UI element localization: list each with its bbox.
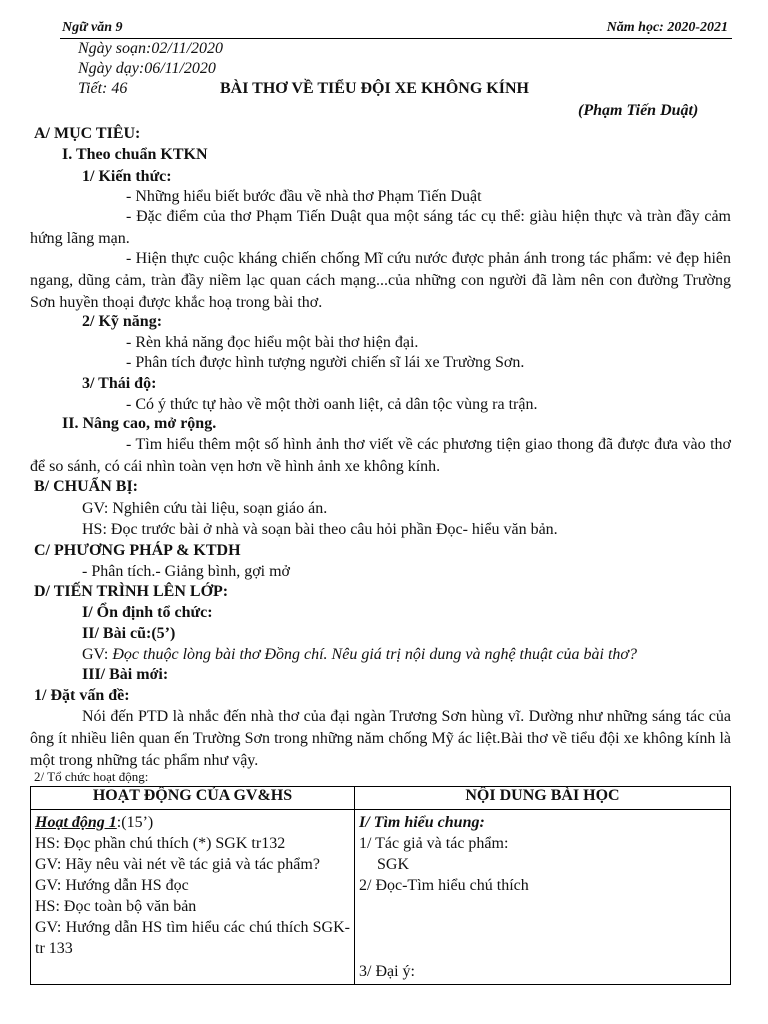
question-text: Đọc thuộc lòng bài thơ Đồng chí. Nêu giá trị nội dung và nghệ thuật của bài thơ? xyxy=(112,646,637,663)
lesson-number: Tiết: 46 xyxy=(78,80,128,97)
content-line: 2/ Đọc-Tìm hiểu chú thích xyxy=(359,877,529,894)
content-heading: I/ Tìm hiểu chung: xyxy=(359,814,485,831)
knowledge-item: - Hiện thực cuộc kháng chiến chống Mĩ cứu nước được phản ánh trong tác phẩm: vẻ đẹp hiên ngang, dũng cảm, tràn đầy niềm lạc quan cách mạng...của những con người đã làm nên con đường Trường Sơn huyền thoại được khắc hoạ trong bài thơ. xyxy=(30,250,731,311)
knowledge-item: - Đặc điểm của thơ Phạm Tiến Duật qua một sáng tác cụ thể: giàu hiện thực và tràn đầy cảm hứng lãng mạn. xyxy=(30,208,731,247)
old-lesson-question xyxy=(82,645,637,665)
section-a-i-heading: I. Theo chuẩn KTKN xyxy=(62,146,208,163)
skills-item: - Phân tích được hình tượng người chiến sĩ lái xe Trường Sơn. xyxy=(126,354,525,371)
skills-heading: 2/ Kỹ năng: xyxy=(82,313,163,330)
knowledge-heading: 1/ Kiến thức: xyxy=(82,168,172,185)
activity-label xyxy=(35,812,350,833)
page-header xyxy=(60,18,732,39)
table-header-content: NỘI DUNG BÀI HỌC xyxy=(355,787,731,810)
introduction-text: Nói đến PTD là nhắc đến nhà thơ của đại ngàn Trương Sơn hùng vĩ. Dường như những sáng tác của ông ít nhiều liên quan ến Trường Sơn trong những năm chống Mỹ ác liệt.Bài thơ về tiểu đội xe không kính là một trong những tác phẩm như vậy. xyxy=(30,708,731,769)
activities-heading: 2/ Tổ chức hoạt động: xyxy=(34,769,149,784)
content-line: SGK xyxy=(377,856,410,873)
methods-text: - Phân tích.- Giảng bình, gợi mở xyxy=(82,563,291,580)
attitude-item: - Có ý thức tự hào về một thời oanh liệt, cả dân tộc vùng ra trận. xyxy=(126,396,538,413)
section-a-heading: A/ MỤC TIÊU: xyxy=(34,125,141,142)
activity-table xyxy=(30,786,731,985)
introduction-heading: 1/ Đặt vấn đề: xyxy=(34,687,130,704)
section-c-heading: C/ PHƯƠNG PHÁP & KTDH xyxy=(34,542,241,559)
activity-line: GV: Hướng dẫn HS đọc xyxy=(35,877,189,894)
extension-text: - Tìm hiểu thêm một số hình ảnh thơ viết về các phương tiện giao thong đã được đưa vào thơ để so sánh, có cái nhìn toàn vẹn hơn về hình ảnh xe không kính. xyxy=(30,436,731,475)
activity-line: GV: Hãy nêu vài nét về tác giả và tác phẩm? xyxy=(35,856,320,873)
activity-line: HS: Đọc toàn bộ văn bản xyxy=(35,898,197,915)
section-a-ii-heading: II. Nâng cao, mở rộng. xyxy=(62,415,217,432)
teacher-prep: GV: Nghiên cứu tài liệu, soạn giáo án. xyxy=(82,500,328,517)
student-prep: HS: Đọc trước bài ở nhà và soạn bài theo câu hỏi phần Đọc- hiểu văn bản. xyxy=(82,521,558,538)
class-organization: I/ Ổn định tổ chức: xyxy=(82,604,213,621)
table-header-activity: HOẠT ĐỘNG CỦA GV&HS xyxy=(31,787,355,810)
teach-date: Ngày dạy:06/11/2020 xyxy=(78,60,216,77)
prep-date: Ngày soạn:02/11/2020 xyxy=(78,40,224,57)
activity-line: HS: Đọc phần chú thích (*) SGK tr132 xyxy=(35,835,286,852)
section-d-heading: D/ TIẾN TRÌNH LÊN LỚP: xyxy=(34,583,229,600)
activity-number: Hoạt động 1 xyxy=(35,814,117,831)
section-b-heading: B/ CHUẨN BỊ: xyxy=(34,478,139,495)
question-label: GV: xyxy=(82,646,109,663)
content-cell xyxy=(355,810,731,985)
new-lesson-heading: III/ Bài mới: xyxy=(82,666,169,683)
knowledge-item: - Những hiểu biết bước đầu về nhà thơ Phạm Tiến Duật xyxy=(126,188,482,205)
activity-duration: :(15’) xyxy=(116,814,154,831)
content-line: 1/ Tác giả và tác phẩm: xyxy=(359,835,509,852)
header-subject: Ngữ văn 9 xyxy=(62,20,123,35)
activity-line: GV: Hướng dẫn HS tìm hiểu các chú thích SGK-tr 133 xyxy=(35,919,350,957)
table-row xyxy=(31,810,731,985)
attitude-heading: 3/ Thái độ: xyxy=(82,375,157,392)
old-lesson-heading: II/ Bài cũ:(5’) xyxy=(82,625,176,642)
content-line: 3/ Đại ý: xyxy=(359,963,415,980)
activity-cell xyxy=(31,810,355,985)
skills-item: - Rèn khả năng đọc hiểu một bài thơ hiện đại. xyxy=(126,334,419,351)
lesson-title: BÀI THƠ VỀ TIỂU ĐỘI XE KHÔNG KÍNH xyxy=(220,80,529,97)
table-header-row xyxy=(31,787,731,810)
header-school-year: Năm học: 2020-2021 xyxy=(606,20,728,35)
poem-author: (Phạm Tiến Duật) xyxy=(578,102,699,119)
